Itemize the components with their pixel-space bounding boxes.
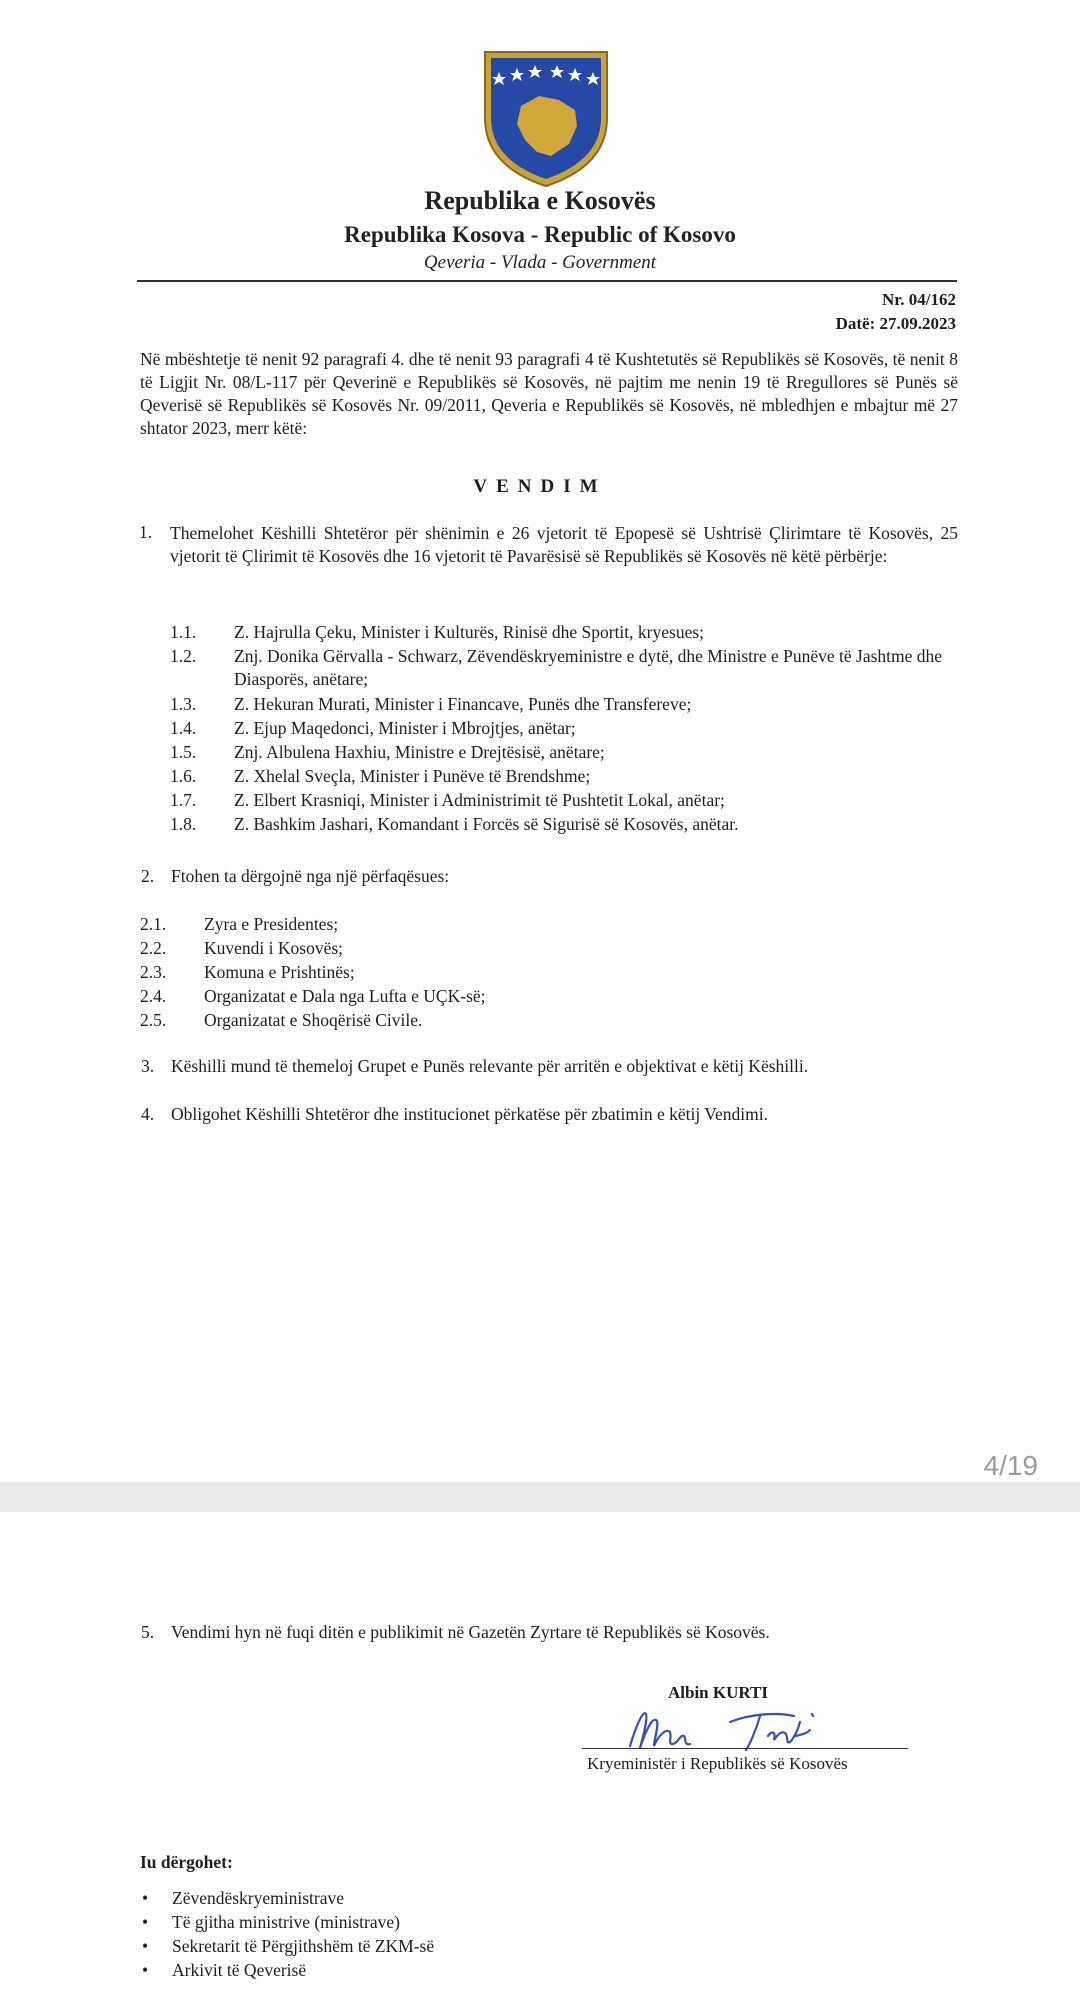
point-text: Ftohen ta dërgojnë nga një përfaqësues:	[171, 866, 450, 886]
decision-date: Datë: 27.09.2023	[835, 314, 956, 333]
point-number: 4.	[141, 1104, 155, 1124]
signatory-title: Kryeministër i Republikës së Kosovës	[587, 1754, 848, 1773]
member-text: Z. Hajrulla Çeku, Minister i Kulturës, Rinisë dhe Sportit, kryesues;	[234, 622, 705, 642]
signatory-name: Albin KURTI	[668, 1683, 769, 1702]
header-republic-albanian: Republika e Kosovës	[424, 186, 656, 215]
handwritten-signature-icon	[580, 1700, 850, 1758]
representative-text: Komuna e Prishtinës;	[204, 962, 355, 982]
header-republic-serbian-english: Republika Kosova - Republic of Kosovo	[344, 222, 736, 247]
signature-line	[582, 1748, 908, 1749]
representative-number: 2.1.	[140, 914, 167, 934]
header-divider	[137, 280, 957, 282]
member-number: 1.8.	[170, 814, 197, 834]
distribution-heading: Iu dërgohet:	[140, 1852, 233, 1872]
member-text: Z. Bashkim Jashari, Komandant i Forcës së Sigurisë së Kosovës, anëtar.	[234, 814, 739, 834]
member-number: 1.3.	[170, 694, 197, 714]
member-text: Z. Hekuran Murati, Minister i Financave, Punës dhe Transfereve;	[234, 694, 692, 714]
representative-text: Kuvendi i Kosovës;	[204, 938, 344, 958]
preamble-paragraph: Në mbështetje të nenit 92 paragrafi 4. dhe të nenit 93 paragrafi 4 të Kushtetutës së Republikës së Kosovës, të nenit 8 të Ligjit Nr. 08/L-117 për Qeverinë e Republikës së Kosovës, në pajtim me nenin 19 të Rregullores së Punës së Qeverisë së Republikës së Kosovës Nr. 09/2011, Qeveria e Republikës së Kosovës, në mbledhjen e mbajtur më 27 shtator 2023, merr këtë:	[140, 349, 958, 438]
member-number: 1.5.	[170, 742, 197, 762]
point-number: 2.	[141, 866, 155, 886]
reference-block	[836, 288, 956, 336]
header-government: Qeveria - Vlada - Government	[423, 252, 657, 273]
page-indicator: 4/19	[983, 1450, 1038, 1481]
member-text: Z. Xhelal Sveçla, Minister i Punëve të Brendshme;	[234, 766, 591, 786]
decision-number: Nr. 04/162	[882, 290, 956, 309]
representative-text: Organizatat e Dala nga Lufta e UÇK-së;	[204, 986, 486, 1006]
representative-number: 2.2.	[140, 938, 167, 958]
representative-text: Organizatat e Shoqërisë Civile.	[204, 1010, 423, 1030]
member-text: Znj. Albulena Haxhiu, Ministre e Drejtësisë, anëtare;	[234, 742, 605, 762]
representative-number: 2.4.	[140, 986, 167, 1006]
member-text: Z. Ejup Maqedonci, Minister i Mbrojtjes, anëtar;	[234, 718, 576, 738]
point-text: Vendimi hyn në fuqi ditën e publikimit në Gazetën Zyrtare të Republikës së Kosovës.	[171, 1622, 770, 1642]
point-number: 1.	[139, 522, 153, 542]
representative-number: 2.5.	[140, 1010, 167, 1030]
representative-number: 2.3.	[140, 962, 167, 982]
member-number: 1.1.	[170, 622, 197, 642]
point-text: Obligohet Këshilli Shtetëror dhe institucionet përkatëse për zbatimin e këtij Vendimi.	[171, 1104, 768, 1124]
page-separator	[0, 1482, 1080, 1512]
member-number: 1.4.	[170, 718, 197, 738]
point-number: 3.	[141, 1056, 155, 1076]
list-item: • Të gjitha ministrive (ministrave)	[140, 1910, 434, 1934]
point-text: Këshilli mund të themeloj Grupet e Punës relevante për arritën e objektivat e këtij Këshilli.	[171, 1056, 809, 1076]
member-number: 1.7.	[170, 790, 197, 810]
member-text: Z. Elbert Krasniqi, Minister i Administrimit të Pushtetit Lokal, anëtar;	[234, 790, 725, 810]
distribution-list	[140, 1886, 434, 1982]
decision-title: VENDIM	[473, 476, 607, 497]
list-item: • Zëvendëskryeministrave	[140, 1886, 434, 1910]
member-text: Znj. Donika Gërvalla - Schwarz, Zëvendëskryeministre e dytë, dhe Ministre e Punëve të Jashtme dhe Diasporës, anëtare;	[234, 646, 943, 689]
kosovo-coat-of-arms-icon	[481, 48, 611, 190]
point-text: Themelohet Këshilli Shtetëror për shënimin e 26 vjetorit të Epopesë së Ushtrisë Çlirimtare të Kosovës, 25 vjetorit të Çlirimit të Kosovës dhe 16 vjetorit të Pavarësisë së Republikës së Kosovës në këtë përbërje:	[170, 523, 958, 566]
representative-text: Zyra e Presidentes;	[204, 914, 339, 934]
point-number: 5.	[141, 1622, 155, 1642]
list-item: • Arkivit të Qeverisë	[140, 1958, 434, 1982]
list-item: • Sekretarit të Përgjithshëm të ZKM-së	[140, 1934, 434, 1958]
member-number: 1.2.	[170, 646, 197, 666]
member-number: 1.6.	[170, 766, 197, 786]
